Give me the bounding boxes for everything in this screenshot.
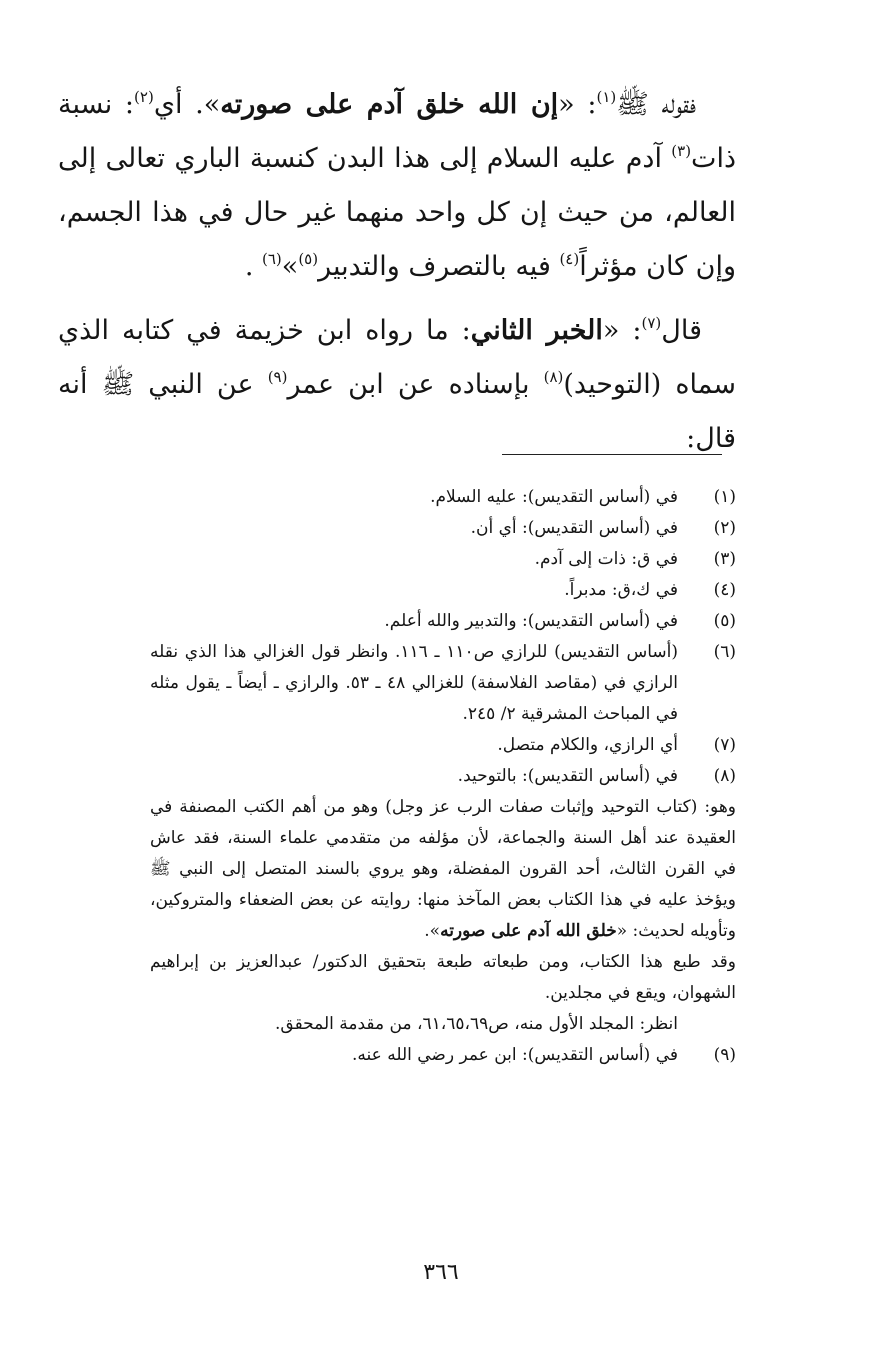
footnote <box>150 1040 736 1071</box>
text-run: آدم عليه السلام إلى هذا البدن كنسبة الباري تعالى إلى العالم، من حيث إن كل واحد منهما غير حال في هذا الجسم، وإن كان مؤثراً <box>58 143 736 282</box>
heading-phrase: الخبر الثاني <box>470 315 603 346</box>
footnote-text: في (أساس التقديس): بالتوحيد. <box>457 766 678 786</box>
footnote <box>150 730 736 761</box>
footnote-number: (٧) <box>713 735 736 755</box>
footnote <box>150 606 736 637</box>
footnote-ref-1: (١) <box>596 88 617 106</box>
text-run: فقوله ﷺ <box>616 89 696 120</box>
footnote <box>150 482 736 513</box>
footnote <box>150 761 736 792</box>
footnote-text: أي الرازي، والكلام متصل. <box>497 735 678 755</box>
footnote-number: (٥) <box>713 611 736 631</box>
footnote-text: في (أساس التقديس): أي أن. <box>470 518 678 538</box>
footnote-ref-7: (٧) <box>641 314 662 332</box>
text-run: بإسناده عن ابن عمر <box>287 369 544 400</box>
footnote-ref-5: (٥) <box>298 250 319 268</box>
text-run: : نسبة ذات <box>58 89 736 174</box>
text-run: » <box>281 251 299 282</box>
text-run: عن النبي ﷺ أنه قال: <box>58 369 736 454</box>
footnote-ref-6: (٦) <box>262 250 282 268</box>
footnote-text: في (أساس التقديس): ابن عمر رضي الله عنه. <box>352 1045 678 1065</box>
footnote-text: (أساس التقديس) للرازي ص١١٠ ـ ١١٦. وانظر قول الغزالي هذا الذي نقله الرازي في (مقاصد الفلاسفة) للغزالي ٤٨ ـ ٥٣. والرازي ـ أيضاً ـ يقول مثله في المباحث المشرقية ٢/ ٢٤٥. <box>150 642 678 724</box>
text-run: قال <box>661 315 702 346</box>
footnote-text: في (أساس التقديس): عليه السلام. <box>430 487 678 507</box>
footnote-number: (٢) <box>713 518 736 538</box>
footnote-8-edition: وقد طبع هذا الكتاب، ومن طبعاته طبعة بتحقيق الدكتور/ عبدالعزيز بن إبراهيم الشهوان، ويقع في مجلدين. <box>150 952 737 1003</box>
footnote <box>150 637 736 730</box>
text-run: : « <box>602 315 642 346</box>
footnote-ref-8: (٨) <box>543 368 564 386</box>
footnote-ref-4: (٤) <box>559 250 580 268</box>
paragraph-1 <box>58 78 736 294</box>
text-run: : « <box>558 89 597 120</box>
footnotes <box>150 482 736 1071</box>
footnote-number: (٣) <box>713 549 736 569</box>
footnote-number: (٤) <box>713 580 736 600</box>
text-run: فيه بالتصرف والتدبير <box>318 251 560 282</box>
footnote-text: في (أساس التقديس): والتدبير والله أعلم. <box>384 611 678 631</box>
main-text <box>58 78 736 476</box>
hadith-quote: خلق الله آدم على صورته <box>440 921 617 941</box>
footnote-separator <box>502 454 722 455</box>
footnote-ref-3: (٣) <box>671 142 692 160</box>
footnote <box>150 544 736 575</box>
footnote-ref-9: (٩) <box>267 368 288 386</box>
footnote-number: (٦) <box>713 642 736 662</box>
footnote-number: (١) <box>713 487 736 507</box>
footnote-number: (٩) <box>713 1045 736 1065</box>
page-number: ٣٦٦ <box>423 1260 459 1285</box>
footnote <box>150 575 736 606</box>
hadith-quote: إن الله خلق آدم على صورته <box>220 89 559 120</box>
footnote-8-continuation <box>150 792 736 947</box>
text-run: . <box>244 251 262 282</box>
footnote <box>150 513 736 544</box>
text-run: : ما رواه ابن خزيمة في كتابه الذي سماه (التوحيد) <box>58 315 736 400</box>
footnote-number: (٨) <box>713 766 736 786</box>
paragraph-2 <box>58 304 736 466</box>
text-run: وهو: (كتاب التوحيد وإثبات صفات الرب عز وجل) وهو من أهم الكتب المصنفة في العقيدة عند أهل السنة والجماعة، لأن مؤلفه من متقدمي علماء السنة، فقد عاش في القرن الثالث، أحد القرون المفضلة، وهو يروي بالسند المتصل إلى النبي ﷺ ويؤخذ عليه في هذا الكتاب بعض المآخذ منها: روايته عن بعض الضعفاء والمتروكين، وتأويله لحديث: « <box>150 797 736 941</box>
footnote-text: في ك،ق: مدبراً. <box>564 580 678 600</box>
footnote-ref-2: (٢) <box>134 88 154 106</box>
text-run: ». أي <box>153 89 221 120</box>
footnote-text: في ق: ذات إلى آدم. <box>534 549 678 569</box>
footnote-8-reference: انظر: المجلد الأول منه، ص٦١،٦٥،٦٩، من مقدمة المحقق. <box>275 1014 678 1034</box>
text-run: ». <box>424 921 441 941</box>
